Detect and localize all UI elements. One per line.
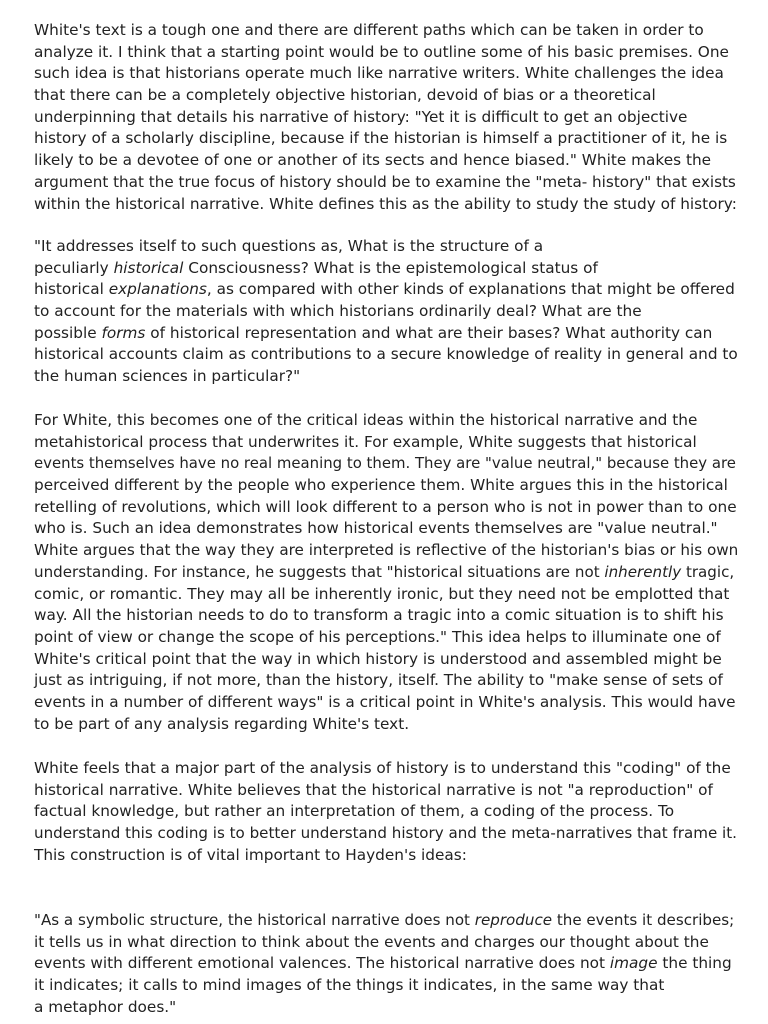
line-text: events with different emotional valences. The historical narrative does not (34, 954, 610, 973)
line-text: likely to be a devotee of one or another of its sects and hence biased." White makes the (34, 151, 712, 170)
text-line (34, 172, 738, 194)
line-text: who is. Such an idea demonstrates how historical events themselves are "value neutral." (34, 519, 718, 538)
text-line (34, 323, 738, 345)
line-text: metahistorical process that underwrites it. For example, White suggests that historical (34, 432, 697, 451)
line-text: underpinning that details his narrative of history: "Yet it is difficult to get an objective (34, 107, 688, 126)
line-text: to be part of any analysis regarding White's text. (34, 714, 410, 733)
paragraph-4 (34, 758, 738, 866)
text-line (34, 845, 738, 867)
text-line (34, 605, 738, 627)
text-line (34, 279, 738, 301)
italic-term: historical (113, 258, 184, 277)
text-line (34, 42, 738, 64)
text-line (34, 975, 738, 997)
line-text: events in a number of different ways" is a critical point in White's analysis. This would have (34, 692, 736, 711)
text-line (34, 497, 738, 519)
line-text: , as compared with other kinds of explanations that might be offered (206, 280, 735, 299)
line-text: factual knowledge, but rather an interpretation of them, a coding of the process. To (34, 802, 675, 821)
text-line (34, 997, 738, 1019)
text-line (34, 584, 738, 606)
line-text: historical (34, 280, 109, 299)
line-text: comic, or romantic. They may all be inherently ironic, but they need not be emplotted that (34, 584, 730, 603)
text-line (34, 150, 738, 172)
line-text: White's text is a tough one and there are different paths which can be taken in order to (34, 21, 704, 39)
text-line (34, 518, 738, 540)
text-line (34, 258, 738, 280)
text-line (34, 194, 738, 216)
line-text: historical narrative. White believes that the historical narrative is not "a reproduction" of (34, 780, 713, 799)
line-text: history of a scholarly discipline, because if the historian is himself a practitioner of it, he is (34, 129, 728, 148)
text-line (34, 627, 738, 649)
italic-term: reproduce (474, 911, 553, 929)
italic-term: forms (101, 323, 146, 342)
text-line (34, 410, 738, 432)
line-text: "As a symbolic structure, the historical narrative does not (34, 911, 475, 929)
text-line (34, 801, 738, 823)
line-text: way. All the historian needs to do to transform a tragic into a comic situation is to shift his (34, 606, 724, 625)
line-text: understanding. For instance, he suggests that "historical situations are not (34, 562, 605, 581)
line-text: the thing (657, 954, 732, 973)
line-text: to account for the materials with which historians ordinarily deal? What are the (34, 302, 642, 321)
text-line (34, 910, 738, 932)
paragraph-5-quote (34, 910, 738, 1018)
text-line (34, 20, 738, 42)
line-text: perceived different by the people who experience them. White argues this in the historical (34, 476, 728, 495)
line-text: argument that the true focus of history should be to examine the "meta- history" that exists (34, 172, 736, 191)
line-text: historical accounts claim as contributions to a secure knowledge of reality in general and to (34, 345, 738, 364)
text-line (34, 107, 738, 129)
line-text: analyze it. I think that a starting point would be to outline some of his basic premises. One (34, 42, 729, 61)
line-text: that there can be a completely objective historian, devoid of bias or a theoretical (34, 86, 656, 105)
text-line (34, 540, 738, 562)
italic-term: explanations (108, 280, 207, 299)
line-text: such idea is that historians operate much like narrative writers. White challenges the idea (34, 64, 724, 83)
line-text: "It addresses itself to such questions as, What is the structure of a (34, 237, 544, 255)
text-line (34, 432, 738, 454)
text-line (34, 453, 738, 475)
line-text: possible (34, 323, 102, 342)
line-text: peculiarly (34, 258, 114, 277)
line-text: This construction is of vital important to Hayden's ideas: (34, 845, 467, 864)
paragraph-2-quote (34, 236, 738, 388)
line-text: understand this coding is to better understand history and the meta-narratives that frame it. (34, 824, 737, 843)
line-text: it tells us in what direction to think about the events and charges our thought about the (34, 932, 709, 951)
text-line (34, 85, 738, 107)
line-text: just as intriguing, if not more, than the history, itself. The ability to "make sense of sets of (34, 671, 723, 690)
text-line (34, 475, 738, 497)
italic-term: inherently (604, 562, 682, 581)
text-line (34, 236, 738, 258)
line-text: events themselves have no real meaning to them. They are "value neutral," because they are (34, 454, 736, 473)
line-text: White argues that the way they are interpreted is reflective of the historian's bias or his own (34, 541, 739, 560)
line-text: of historical representation and what are their bases? What authority can (145, 323, 713, 342)
line-text: the events it describes; (552, 911, 735, 929)
text-line (34, 63, 738, 85)
text-line (34, 562, 738, 584)
text-line (34, 670, 738, 692)
line-text: White's critical point that the way in which history is understood and assembled might be (34, 649, 722, 668)
line-text: it indicates; it calls to mind images of the things it indicates, in the same way that (34, 976, 665, 995)
line-text: Consciousness? What is the epistemological status of (183, 258, 598, 277)
text-line (34, 344, 738, 366)
italic-term: image (609, 954, 658, 973)
text-line (34, 366, 738, 388)
text-line (34, 692, 738, 714)
line-text: tragic, (681, 562, 735, 581)
text-line (34, 780, 738, 802)
text-line (34, 128, 738, 150)
text-line (34, 714, 738, 736)
text-line (34, 823, 738, 845)
line-text: the human sciences in particular?" (34, 367, 301, 386)
paragraph-3 (34, 410, 738, 735)
text-line (34, 758, 738, 780)
line-text: a metaphor does." (34, 997, 177, 1016)
line-text: within the historical narrative. White defines this as the ability to study the study of history: (34, 194, 737, 213)
text-line (34, 301, 738, 323)
text-line (34, 953, 738, 975)
text-line (34, 932, 738, 954)
line-text: point of view or change the scope of his perceptions." This idea helps to illuminate one of (34, 627, 721, 646)
line-text: For White, this becomes one of the critical ideas within the historical narrative and the (34, 411, 698, 429)
line-text: retelling of revolutions, which will look different to a person who is not in power than to one (34, 497, 737, 516)
text-line (34, 649, 738, 671)
line-text: White feels that a major part of the analysis of history is to understand this "coding" of the (34, 759, 731, 777)
paragraph-1 (34, 20, 738, 215)
